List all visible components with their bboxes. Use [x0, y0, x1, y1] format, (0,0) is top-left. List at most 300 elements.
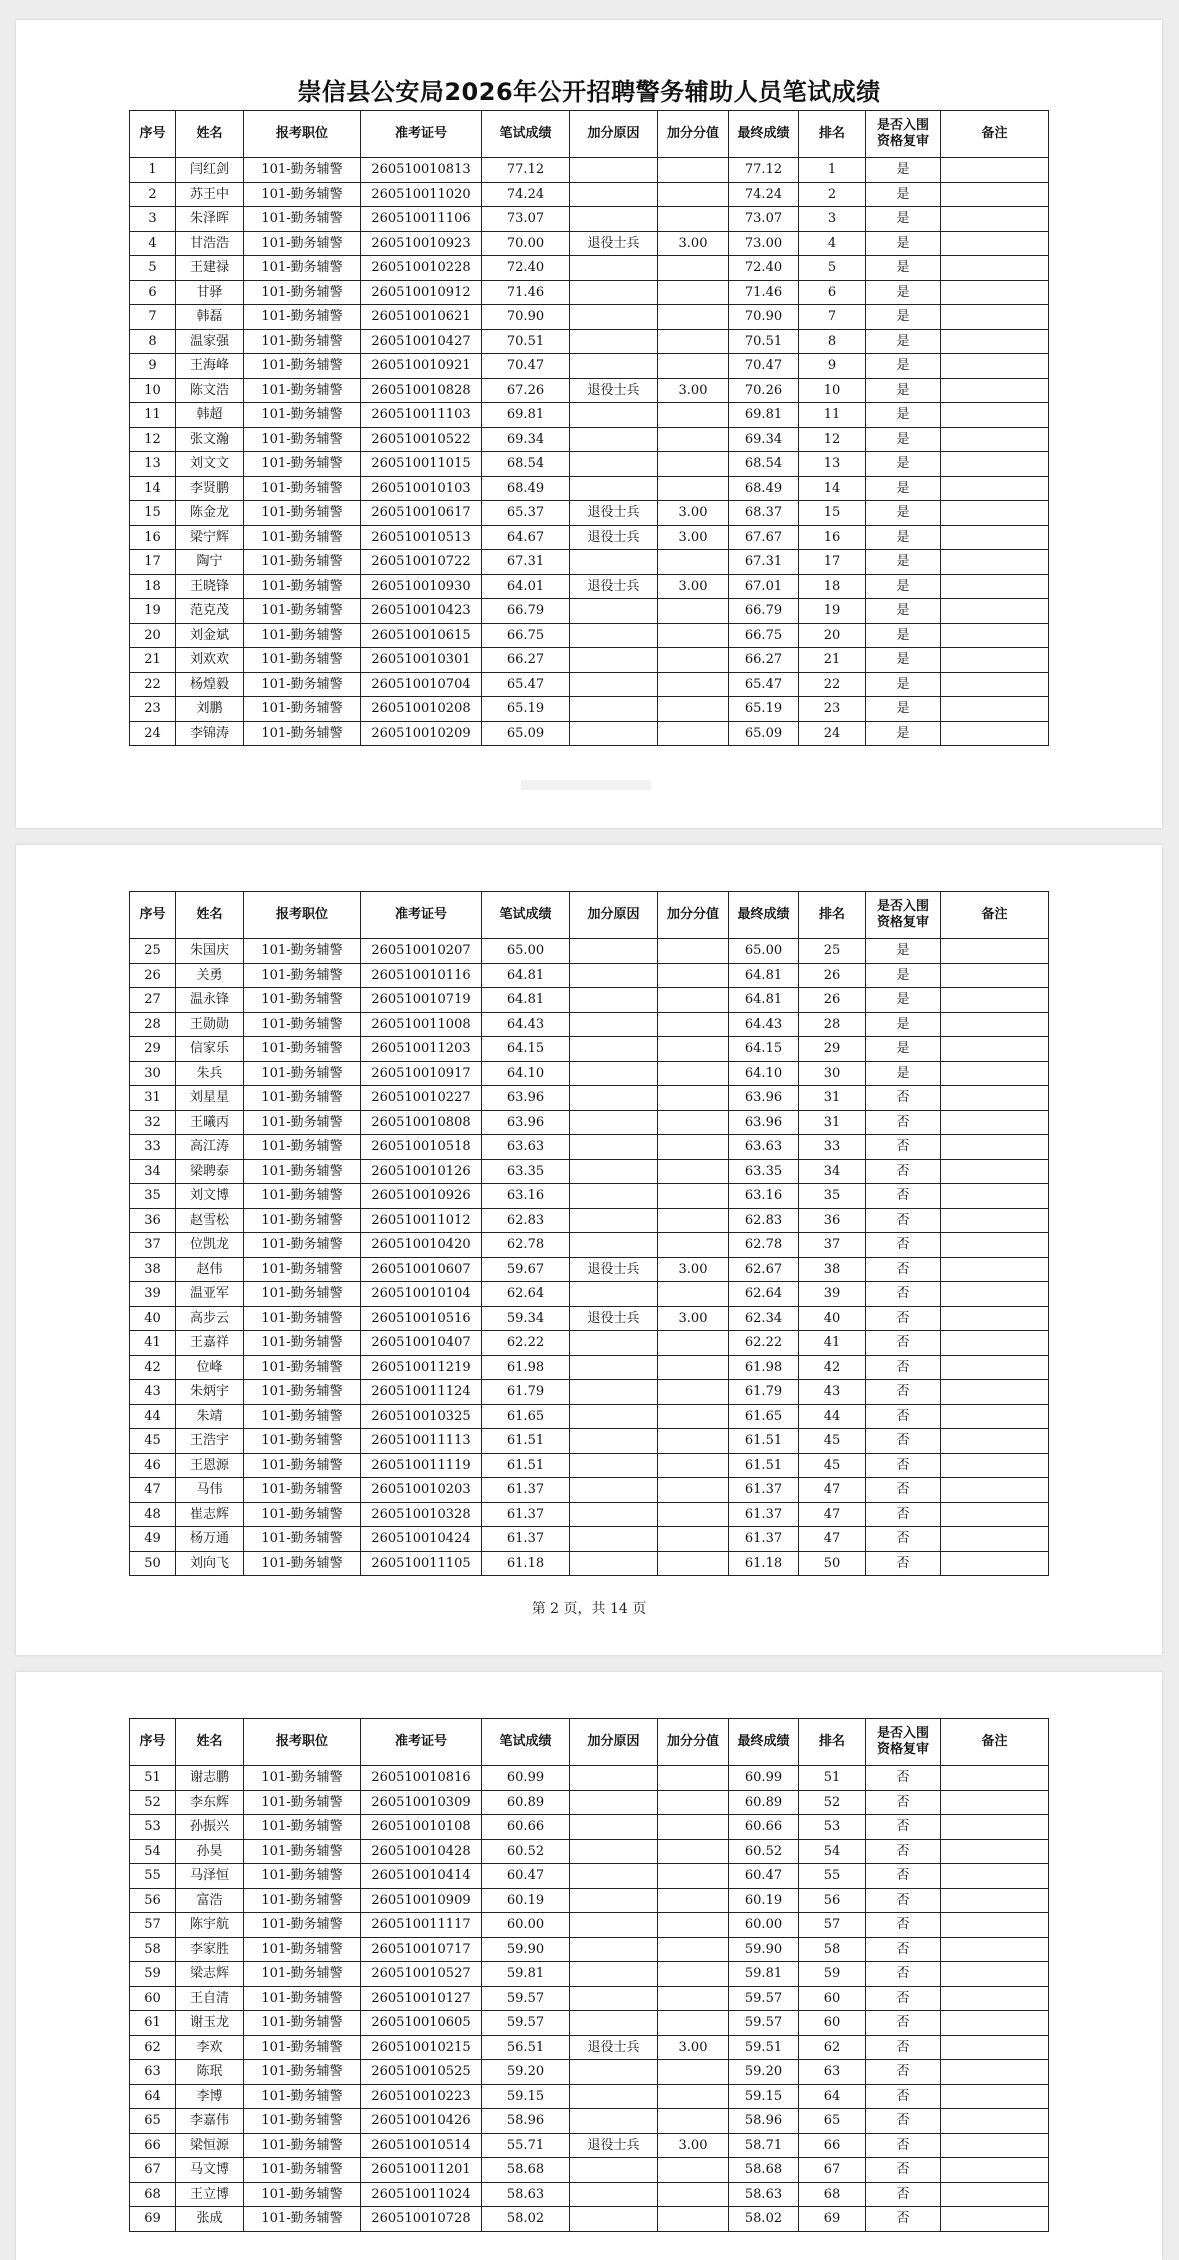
col-bonus-reason: [570, 2207, 658, 2232]
col-remark: [941, 256, 1049, 281]
col-bonus-value: [658, 1233, 729, 1258]
col-final: 62.22: [729, 1331, 799, 1356]
col-bonus-value: [658, 1061, 729, 1086]
col-bonus-reason: 退役士兵: [570, 574, 658, 599]
header-col-bonus-reason: 加分原因: [570, 111, 658, 158]
col-shortlisted: 否: [866, 1815, 941, 1840]
col-name: 杨万通: [176, 1527, 244, 1552]
col-rank: 44: [799, 1404, 866, 1429]
table-row: [130, 2109, 1049, 2134]
table-row: [130, 574, 1049, 599]
col-shortlisted: 否: [866, 1331, 941, 1356]
table-row: [130, 1429, 1049, 1454]
col-index: 6: [130, 280, 176, 305]
table-header-row: [130, 1719, 1049, 1766]
col-remark: [941, 2035, 1049, 2060]
col-bonus-reason: [570, 721, 658, 746]
col-final: 70.47: [729, 354, 799, 379]
col-bonus-value: [658, 697, 729, 722]
col-final: 66.27: [729, 648, 799, 673]
col-index: 20: [130, 623, 176, 648]
col-rank: 10: [799, 378, 866, 403]
col-written: 65.19: [482, 697, 570, 722]
col-written: 59.57: [482, 1986, 570, 2011]
col-bonus-value: [658, 1429, 729, 1454]
col-bonus-value: [658, 1184, 729, 1209]
col-shortlisted: 是: [866, 305, 941, 330]
col-ticket: 260510010525: [361, 2060, 482, 2085]
col-position: 101-勤务辅警: [244, 1086, 361, 1111]
col-index: 24: [130, 721, 176, 746]
col-bonus-reason: [570, 1527, 658, 1552]
col-bonus-value: [658, 1355, 729, 1380]
col-remark: [941, 476, 1049, 501]
col-bonus-value: [658, 1478, 729, 1503]
col-final: 61.79: [729, 1380, 799, 1405]
col-final: 59.20: [729, 2060, 799, 2085]
col-final: 62.83: [729, 1208, 799, 1233]
col-index: 50: [130, 1551, 176, 1576]
col-index: 35: [130, 1184, 176, 1209]
col-ticket: 260510010617: [361, 501, 482, 526]
col-bonus-reason: [570, 1766, 658, 1791]
table-row: [130, 158, 1049, 183]
col-bonus-value: [658, 1888, 729, 1913]
col-bonus-reason: [570, 2158, 658, 2183]
header-col-index: 序号: [130, 892, 176, 939]
col-position: 101-勤务辅警: [244, 1429, 361, 1454]
col-remark: [941, 1815, 1049, 1840]
col-ticket: 260510010704: [361, 672, 482, 697]
col-rank: 35: [799, 1184, 866, 1209]
col-index: 3: [130, 207, 176, 232]
col-written: 60.19: [482, 1888, 570, 1913]
col-bonus-reason: [570, 1159, 658, 1184]
header-col-index: 序号: [130, 111, 176, 158]
col-name: 孙振兴: [176, 1815, 244, 1840]
col-bonus-value: [658, 1037, 729, 1062]
col-position: 101-勤务辅警: [244, 1986, 361, 2011]
col-ticket: 260510010605: [361, 2011, 482, 2036]
col-written: 58.68: [482, 2158, 570, 2183]
col-position: 101-勤务辅警: [244, 1888, 361, 1913]
col-shortlisted: 否: [866, 1913, 941, 1938]
col-written: 64.67: [482, 525, 570, 550]
col-position: 101-勤务辅警: [244, 2035, 361, 2060]
col-shortlisted: 否: [866, 2207, 941, 2232]
col-remark: [941, 1135, 1049, 1160]
col-final: 73.07: [729, 207, 799, 232]
table-row: [130, 1135, 1049, 1160]
col-bonus-value: [658, 207, 729, 232]
col-bonus-value: [658, 1937, 729, 1962]
col-ticket: 260510011117: [361, 1913, 482, 1938]
col-ticket: 260510010813: [361, 158, 482, 183]
col-final: 69.81: [729, 403, 799, 428]
col-ticket: 260510010427: [361, 329, 482, 354]
col-written: 67.31: [482, 550, 570, 575]
col-final: 67.67: [729, 525, 799, 550]
col-position: 101-勤务辅警: [244, 1790, 361, 1815]
col-name: 王嘉祥: [176, 1331, 244, 1356]
col-final: 65.47: [729, 672, 799, 697]
table-row: [130, 939, 1049, 964]
col-name: 刘文博: [176, 1184, 244, 1209]
col-name: 富浩: [176, 1888, 244, 1913]
header-col-index: 序号: [130, 1719, 176, 1766]
col-written: 65.09: [482, 721, 570, 746]
col-written: 61.51: [482, 1453, 570, 1478]
col-written: 69.34: [482, 427, 570, 452]
col-position: 101-勤务辅警: [244, 1331, 361, 1356]
table-header-row: [130, 111, 1049, 158]
col-position: 101-勤务辅警: [244, 697, 361, 722]
col-index: 5: [130, 256, 176, 281]
col-shortlisted: 否: [866, 1233, 941, 1258]
col-ticket: 260510010414: [361, 1864, 482, 1889]
col-bonus-reason: 退役士兵: [570, 231, 658, 256]
col-name: 马泽恒: [176, 1864, 244, 1889]
col-bonus-reason: [570, 1888, 658, 1913]
col-shortlisted: 是: [866, 476, 941, 501]
col-ticket: 260510011024: [361, 2182, 482, 2207]
col-rank: 15: [799, 501, 866, 526]
col-position: 101-勤务辅警: [244, 280, 361, 305]
col-index: 69: [130, 2207, 176, 2232]
col-rank: 20: [799, 623, 866, 648]
col-bonus-reason: [570, 1815, 658, 1840]
col-remark: [941, 1184, 1049, 1209]
table-row: [130, 1306, 1049, 1331]
col-written: 62.78: [482, 1233, 570, 1258]
col-ticket: 260510010426: [361, 2109, 482, 2134]
table-row: [130, 963, 1049, 988]
col-bonus-reason: [570, 550, 658, 575]
header-col-ticket: 准考证号: [361, 1719, 482, 1766]
col-shortlisted: 否: [866, 2109, 941, 2134]
col-bonus-reason: 退役士兵: [570, 525, 658, 550]
col-final: 61.37: [729, 1478, 799, 1503]
col-ticket: 260510010923: [361, 231, 482, 256]
col-shortlisted: 是: [866, 939, 941, 964]
col-written: 61.51: [482, 1429, 570, 1454]
col-shortlisted: 是: [866, 207, 941, 232]
col-written: 66.79: [482, 599, 570, 624]
col-ticket: 260510011203: [361, 1037, 482, 1062]
col-bonus-reason: [570, 697, 658, 722]
col-shortlisted: 否: [866, 1453, 941, 1478]
col-index: 55: [130, 1864, 176, 1889]
col-name: 赵雪松: [176, 1208, 244, 1233]
col-ticket: 260510010722: [361, 550, 482, 575]
col-name: 王自清: [176, 1986, 244, 2011]
col-rank: 25: [799, 939, 866, 964]
col-ticket: 260510010227: [361, 1086, 482, 1111]
table-row: [130, 305, 1049, 330]
col-index: 30: [130, 1061, 176, 1086]
col-bonus-value: [658, 1839, 729, 1864]
col-ticket: 260510011119: [361, 1453, 482, 1478]
table-row: [130, 1233, 1049, 1258]
col-written: 66.27: [482, 648, 570, 673]
table-row: [130, 207, 1049, 232]
col-shortlisted: 是: [866, 280, 941, 305]
col-written: 65.47: [482, 672, 570, 697]
table-row: [130, 1355, 1049, 1380]
col-bonus-value: [658, 623, 729, 648]
col-written: 61.98: [482, 1355, 570, 1380]
col-written: 70.90: [482, 305, 570, 330]
header-col-written: 笔试成绩: [482, 1719, 570, 1766]
col-rank: 60: [799, 2011, 866, 2036]
col-ticket: 260510010828: [361, 378, 482, 403]
col-index: 26: [130, 963, 176, 988]
header-col-bonus-reason: 加分原因: [570, 1719, 658, 1766]
col-index: 29: [130, 1037, 176, 1062]
col-remark: [941, 354, 1049, 379]
col-shortlisted: 否: [866, 2011, 941, 2036]
col-position: 101-勤务辅警: [244, 182, 361, 207]
header-col-remark: 备注: [941, 1719, 1049, 1766]
col-ticket: 260510010816: [361, 1766, 482, 1791]
col-index: 9: [130, 354, 176, 379]
table-row: [130, 501, 1049, 526]
col-bonus-reason: 退役士兵: [570, 501, 658, 526]
col-ticket: 260510011113: [361, 1429, 482, 1454]
col-final: 64.81: [729, 988, 799, 1013]
col-name: 赵伟: [176, 1257, 244, 1282]
header-col-final: 最终成绩: [729, 111, 799, 158]
col-name: 王恩源: [176, 1453, 244, 1478]
col-ticket: 260510010621: [361, 305, 482, 330]
col-ticket: 260510010215: [361, 2035, 482, 2060]
col-position: 101-勤务辅警: [244, 1037, 361, 1062]
col-bonus-reason: [570, 2109, 658, 2134]
col-final: 65.09: [729, 721, 799, 746]
col-bonus-reason: [570, 1110, 658, 1135]
table-row: [130, 476, 1049, 501]
col-written: 70.00: [482, 231, 570, 256]
col-final: 71.46: [729, 280, 799, 305]
col-final: 69.34: [729, 427, 799, 452]
col-shortlisted: 是: [866, 378, 941, 403]
col-bonus-reason: [570, 1429, 658, 1454]
col-remark: [941, 427, 1049, 452]
col-remark: [941, 1453, 1049, 1478]
col-final: 60.89: [729, 1790, 799, 1815]
col-remark: [941, 501, 1049, 526]
col-shortlisted: 否: [866, 2182, 941, 2207]
col-index: 68: [130, 2182, 176, 2207]
col-written: 55.71: [482, 2133, 570, 2158]
header-col-rank: 排名: [799, 1719, 866, 1766]
col-remark: [941, 1355, 1049, 1380]
col-position: 101-勤务辅警: [244, 599, 361, 624]
col-rank: 26: [799, 963, 866, 988]
col-name: 李东辉: [176, 1790, 244, 1815]
col-written: 65.00: [482, 939, 570, 964]
col-rank: 54: [799, 1839, 866, 1864]
col-bonus-value: [658, 1913, 729, 1938]
col-shortlisted: 否: [866, 2060, 941, 2085]
col-shortlisted: 否: [866, 1888, 941, 1913]
col-remark: [941, 721, 1049, 746]
col-rank: 29: [799, 1037, 866, 1062]
col-bonus-reason: [570, 1478, 658, 1503]
col-index: 52: [130, 1790, 176, 1815]
score-table: [129, 1718, 1049, 2232]
col-written: 68.49: [482, 476, 570, 501]
col-written: 71.46: [482, 280, 570, 305]
col-bonus-reason: [570, 623, 658, 648]
table-row: [130, 378, 1049, 403]
col-name: 关勇: [176, 963, 244, 988]
col-shortlisted: 是: [866, 988, 941, 1013]
table-row: [130, 182, 1049, 207]
col-bonus-reason: [570, 599, 658, 624]
col-rank: 39: [799, 1282, 866, 1307]
table-row: [130, 2158, 1049, 2183]
col-bonus-value: [658, 403, 729, 428]
col-position: 101-勤务辅警: [244, 1380, 361, 1405]
col-rank: 13: [799, 452, 866, 477]
col-final: 73.00: [729, 231, 799, 256]
col-final: 60.99: [729, 1766, 799, 1791]
col-bonus-reason: [570, 1502, 658, 1527]
col-index: 18: [130, 574, 176, 599]
col-ticket: 260510010208: [361, 697, 482, 722]
col-bonus-reason: [570, 648, 658, 673]
header-col-bonus-value: 加分分值: [658, 892, 729, 939]
col-name: 温永锋: [176, 988, 244, 1013]
col-bonus-reason: [570, 452, 658, 477]
table-row: [130, 1815, 1049, 1840]
col-ticket: 260510010917: [361, 1061, 482, 1086]
col-position: 101-勤务辅警: [244, 1355, 361, 1380]
col-shortlisted: 是: [866, 525, 941, 550]
col-final: 63.96: [729, 1110, 799, 1135]
table-row: [130, 599, 1049, 624]
col-index: 23: [130, 697, 176, 722]
table-row: [130, 1527, 1049, 1552]
col-final: 70.90: [729, 305, 799, 330]
header-col-remark: 备注: [941, 111, 1049, 158]
col-written: 58.63: [482, 2182, 570, 2207]
col-written: 59.57: [482, 2011, 570, 2036]
col-position: 101-勤务辅警: [244, 1110, 361, 1135]
col-bonus-reason: [570, 1790, 658, 1815]
col-name: 刘鹏: [176, 697, 244, 722]
col-index: 39: [130, 1282, 176, 1307]
col-shortlisted: 否: [866, 1257, 941, 1282]
col-name: 位凯龙: [176, 1233, 244, 1258]
col-bonus-value: [658, 476, 729, 501]
col-ticket: 260510011105: [361, 1551, 482, 1576]
col-position: 101-勤务辅警: [244, 452, 361, 477]
col-shortlisted: 否: [866, 1282, 941, 1307]
table-row: [130, 452, 1049, 477]
col-bonus-reason: [570, 354, 658, 379]
col-index: 48: [130, 1502, 176, 1527]
col-final: 61.37: [729, 1502, 799, 1527]
col-shortlisted: 是: [866, 550, 941, 575]
col-bonus-value: [658, 1766, 729, 1791]
col-name: 王晓锋: [176, 574, 244, 599]
col-final: 60.00: [729, 1913, 799, 1938]
col-index: 54: [130, 1839, 176, 1864]
col-position: 101-勤务辅警: [244, 2011, 361, 2036]
col-name: 孙昊: [176, 1839, 244, 1864]
header-col-remark: 备注: [941, 892, 1049, 939]
col-shortlisted: 否: [866, 1184, 941, 1209]
col-bonus-value: [658, 1527, 729, 1552]
col-index: 43: [130, 1380, 176, 1405]
col-index: 66: [130, 2133, 176, 2158]
col-rank: 47: [799, 1527, 866, 1552]
col-remark: [941, 599, 1049, 624]
col-shortlisted: 否: [866, 1086, 941, 1111]
col-rank: 50: [799, 1551, 866, 1576]
col-rank: 52: [799, 1790, 866, 1815]
col-remark: [941, 1086, 1049, 1111]
col-final: 59.57: [729, 1986, 799, 2011]
col-final: 65.00: [729, 939, 799, 964]
col-position: 101-勤务辅警: [244, 1527, 361, 1552]
col-written: 69.81: [482, 403, 570, 428]
col-final: 68.49: [729, 476, 799, 501]
col-bonus-reason: [570, 1282, 658, 1307]
col-index: 16: [130, 525, 176, 550]
col-bonus-value: [658, 1086, 729, 1111]
col-remark: [941, 1839, 1049, 1864]
col-rank: 22: [799, 672, 866, 697]
col-name: 甘驿: [176, 280, 244, 305]
col-written: 64.01: [482, 574, 570, 599]
col-shortlisted: 是: [866, 501, 941, 526]
col-remark: [941, 2207, 1049, 2232]
col-written: 58.96: [482, 2109, 570, 2134]
col-position: 101-勤务辅警: [244, 2133, 361, 2158]
col-name: 马伟: [176, 1478, 244, 1503]
col-name: 王立博: [176, 2182, 244, 2207]
col-written: 59.90: [482, 1937, 570, 1962]
col-bonus-value: [658, 939, 729, 964]
col-position: 101-勤务辅警: [244, 1404, 361, 1429]
score-table: [129, 110, 1049, 746]
col-bonus-reason: [570, 1355, 658, 1380]
header-col-position: 报考职位: [244, 892, 361, 939]
col-bonus-value: [658, 672, 729, 697]
col-written: 62.64: [482, 1282, 570, 1307]
col-bonus-reason: [570, 1913, 658, 1938]
col-remark: [941, 1012, 1049, 1037]
col-rank: 30: [799, 1061, 866, 1086]
col-name: 王海峰: [176, 354, 244, 379]
col-bonus-value: [658, 1453, 729, 1478]
col-bonus-reason: [570, 427, 658, 452]
col-ticket: 260510010423: [361, 599, 482, 624]
col-written: 60.00: [482, 1913, 570, 1938]
col-written: 64.15: [482, 1037, 570, 1062]
col-name: 陈宇航: [176, 1913, 244, 1938]
col-final: 62.67: [729, 1257, 799, 1282]
col-remark: [941, 1257, 1049, 1282]
col-name: 梁宁辉: [176, 525, 244, 550]
score-table: [129, 891, 1049, 1576]
col-bonus-value: [658, 599, 729, 624]
header-col-ticket: 准考证号: [361, 111, 482, 158]
col-rank: 45: [799, 1429, 866, 1454]
